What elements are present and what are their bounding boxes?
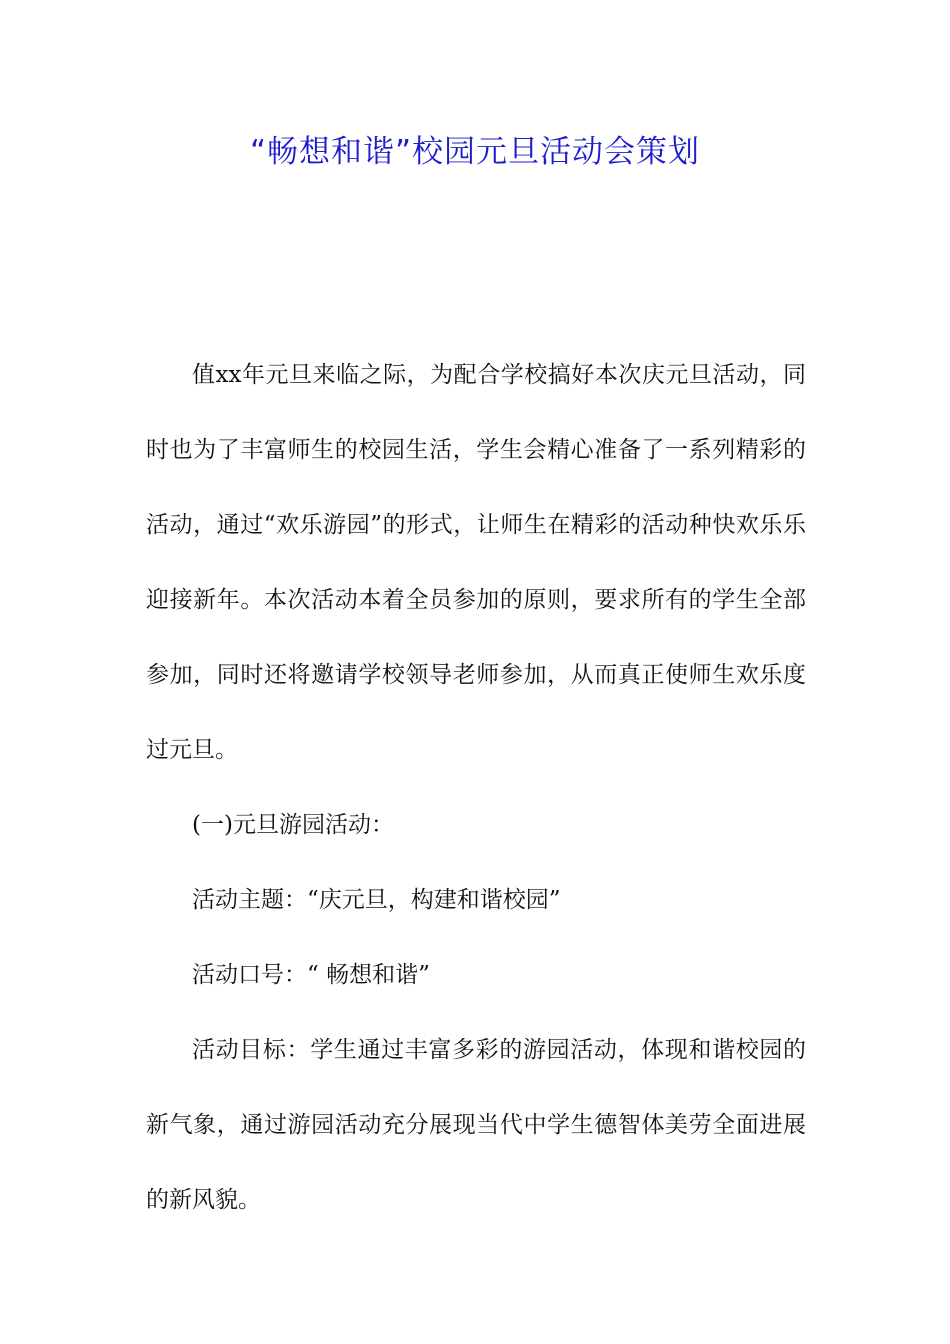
- section-heading: (一)元旦游园活动：: [192, 812, 394, 838]
- intro-paragraph: 值xx年元旦来临之际，为配合学校搞好本次庆元旦活动，同时也为了丰富师生的校园生活，学生会精心准备了一系列精彩的活动，通过“欢乐游园”的形式，让师生在精彩的活动种快欢乐乐迎接新年。本次活动本着全员参加的原则，要求所有的学生全部参加，同时还将邀请学校领导老师参加，从而真正使师生欢乐度过元旦。: [146, 362, 806, 763]
- activity-slogan: 活动口号：“ 畅想和谐”: [192, 962, 430, 988]
- activity-goal: 活动目标：学生通过丰富多彩的游园活动，体现和谐校园的新气象，通过游园活动充分展现当代中学生德智体美劳全面进展的新风貌。: [146, 1037, 806, 1213]
- document-title: “畅想和谐”校园元旦活动会策划: [249, 134, 701, 170]
- activity-theme: 活动主题：“庆元旦，构建和谐校园”: [192, 887, 561, 913]
- document-body: [146, 338, 806, 1238]
